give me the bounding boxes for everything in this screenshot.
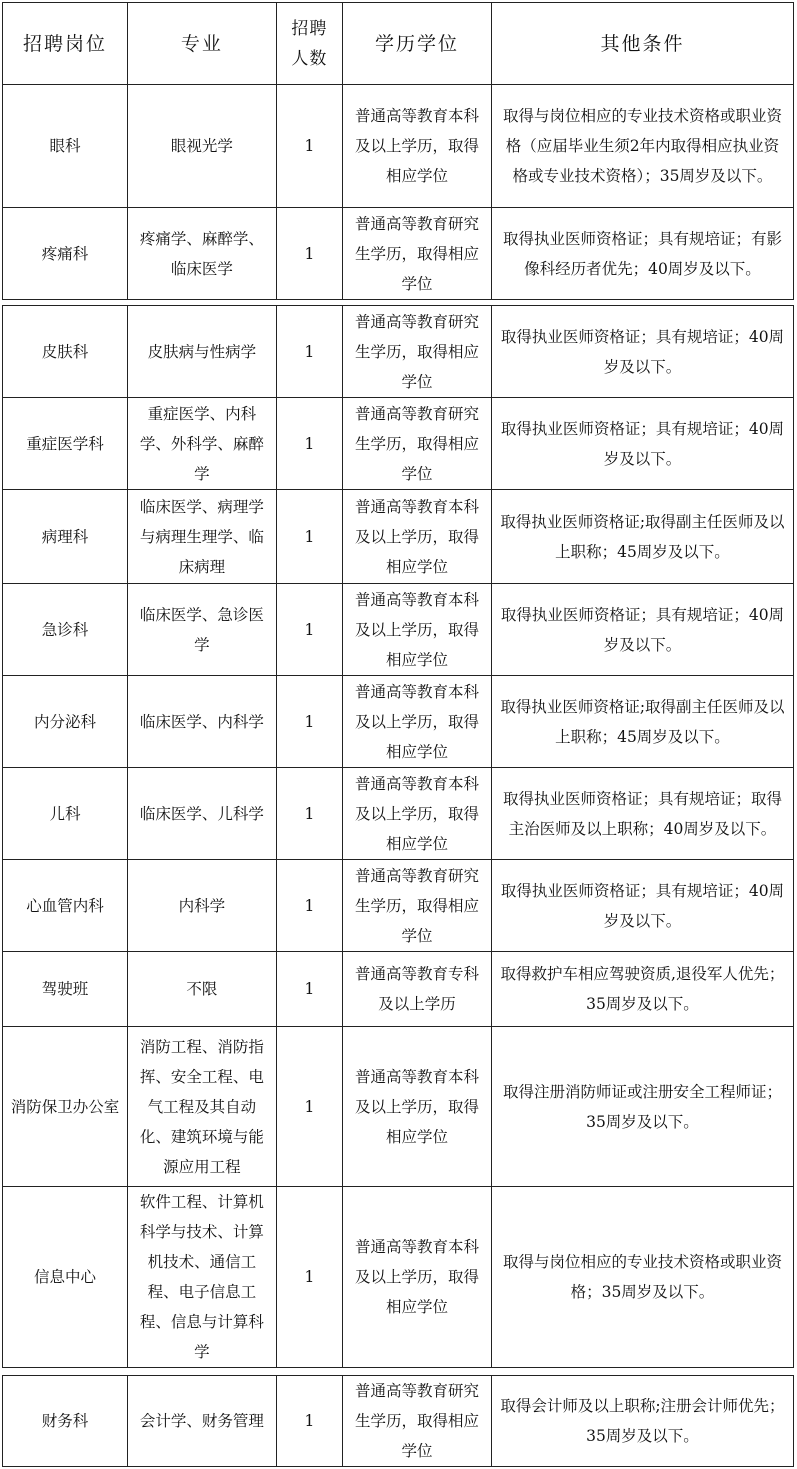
cell-education: 普通高等教育本科及以上学历，取得相应学位 (343, 490, 492, 584)
table-row (3, 398, 794, 490)
cell-post: 儿科 (3, 768, 128, 860)
table-row (3, 490, 794, 584)
cell-major: 眼视光学 (127, 85, 276, 208)
cell-other: 取得救护车相应驾驶资质,退役军人优先；35周岁及以下。 (491, 952, 793, 1027)
cell-post: 心血管内科 (3, 860, 128, 952)
cell-major: 临床医学、病理学与病理生理学、临床病理 (127, 490, 276, 584)
cell-post: 疼痛科 (3, 208, 128, 300)
cell-other: 取得执业医师资格证；具有规培证；40周岁及以下。 (491, 860, 793, 952)
cell-count: 1 (276, 306, 342, 398)
cell-education: 普通高等教育本科及以上学历，取得相应学位 (343, 584, 492, 676)
cell-other: 取得执业医师资格证;取得副主任医师及以上职称；45周岁及以下。 (491, 490, 793, 584)
cell-count: 1 (276, 490, 342, 584)
cell-education: 普通高等教育本科及以上学历，取得相应学位 (343, 85, 492, 208)
cell-post: 驾驶班 (3, 952, 128, 1027)
cell-count: 1 (276, 1376, 342, 1467)
cell-education: 普通高等教育研究生学历，取得相应学位 (343, 1376, 492, 1467)
cell-count: 1 (276, 768, 342, 860)
cell-major: 临床医学、儿科学 (127, 768, 276, 860)
cell-major: 临床医学、内科学 (127, 676, 276, 768)
recruitment-table-part-2 (2, 305, 794, 1368)
table-row (3, 584, 794, 676)
cell-other: 取得执业医师资格证；具有规培证；取得主治医师及以上职称；40周岁及以下。 (491, 768, 793, 860)
cell-education: 普通高等教育专科及以上学历 (343, 952, 492, 1027)
header-major: 专业 (127, 3, 276, 85)
cell-major: 重症医学、内科学、外科学、麻醉学 (127, 398, 276, 490)
table-row (3, 1027, 794, 1187)
cell-major: 皮肤病与性病学 (127, 306, 276, 398)
recruitment-table-part-3 (2, 1375, 794, 1467)
cell-post: 病理科 (3, 490, 128, 584)
cell-other: 取得执业医师资格证；具有规培证；有影像科经历者优先；40周岁及以下。 (491, 208, 793, 300)
cell-count: 1 (276, 1027, 342, 1187)
cell-other: 取得执业医师资格证;取得副主任医师及以上职称；45周岁及以下。 (491, 676, 793, 768)
cell-count: 1 (276, 398, 342, 490)
cell-other: 取得会计师及以上职称;注册会计师优先；35周岁及以下。 (491, 1376, 793, 1467)
cell-education: 普通高等教育本科及以上学历，取得相应学位 (343, 768, 492, 860)
cell-other: 取得注册消防师证或注册安全工程师证；35周岁及以下。 (491, 1027, 793, 1187)
cell-count: 1 (276, 676, 342, 768)
cell-other: 取得与岗位相应的专业技术资格或职业资格（应届毕业生须2年内取得相应执业资格或专业技术资格）；35周岁及以下。 (491, 85, 793, 208)
cell-education: 普通高等教育本科及以上学历，取得相应学位 (343, 1027, 492, 1187)
cell-major: 消防工程、消防指挥、安全工程、电气工程及其自动化、建筑环境与能源应用工程 (127, 1027, 276, 1187)
cell-education: 普通高等教育本科及以上学历，取得相应学位 (343, 1187, 492, 1368)
recruitment-table-part-1 (2, 2, 794, 300)
cell-post: 财务科 (3, 1376, 128, 1467)
table-row (3, 208, 794, 300)
cell-other: 取得与岗位相应的专业技术资格或职业资格；35周岁及以下。 (491, 1187, 793, 1368)
cell-major: 疼痛学、麻醉学、临床医学 (127, 208, 276, 300)
cell-count: 1 (276, 85, 342, 208)
cell-post: 皮肤科 (3, 306, 128, 398)
cell-count: 1 (276, 952, 342, 1027)
table-row (3, 768, 794, 860)
cell-major: 内科学 (127, 860, 276, 952)
cell-count: 1 (276, 860, 342, 952)
cell-major: 不限 (127, 952, 276, 1027)
cell-post: 内分泌科 (3, 676, 128, 768)
cell-major: 软件工程、计算机科学与技术、计算机技术、通信工程、电子信息工程、信息与计算科学 (127, 1187, 276, 1368)
cell-major: 会计学、财务管理 (127, 1376, 276, 1467)
table-row (3, 952, 794, 1027)
header-other: 其他条件 (491, 3, 793, 85)
cell-count: 1 (276, 208, 342, 300)
cell-education: 普通高等教育本科及以上学历，取得相应学位 (343, 676, 492, 768)
cell-education: 普通高等教育研究生学历，取得相应学位 (343, 306, 492, 398)
header-education: 学历学位 (343, 3, 492, 85)
cell-post: 眼科 (3, 85, 128, 208)
cell-post: 消防保卫办公室 (3, 1027, 128, 1187)
table-row (3, 85, 794, 208)
cell-other: 取得执业医师资格证；具有规培证；40周岁及以下。 (491, 306, 793, 398)
table-row (3, 676, 794, 768)
cell-education: 普通高等教育研究生学历，取得相应学位 (343, 398, 492, 490)
table-row (3, 860, 794, 952)
cell-count: 1 (276, 584, 342, 676)
cell-education: 普通高等教育研究生学历，取得相应学位 (343, 860, 492, 952)
cell-post: 重症医学科 (3, 398, 128, 490)
cell-education: 普通高等教育研究生学历，取得相应学位 (343, 208, 492, 300)
table-row (3, 306, 794, 398)
cell-major: 临床医学、急诊医学 (127, 584, 276, 676)
header-post: 招聘岗位 (3, 3, 128, 85)
cell-post: 信息中心 (3, 1187, 128, 1368)
header-count: 招聘人数 (276, 3, 342, 85)
cell-count: 1 (276, 1187, 342, 1368)
table-header-row (3, 3, 794, 85)
cell-other: 取得执业医师资格证；具有规培证；40周岁及以下。 (491, 584, 793, 676)
table-row (3, 1187, 794, 1368)
table-row (3, 1376, 794, 1467)
cell-other: 取得执业医师资格证；具有规培证；40周岁及以下。 (491, 398, 793, 490)
cell-post: 急诊科 (3, 584, 128, 676)
